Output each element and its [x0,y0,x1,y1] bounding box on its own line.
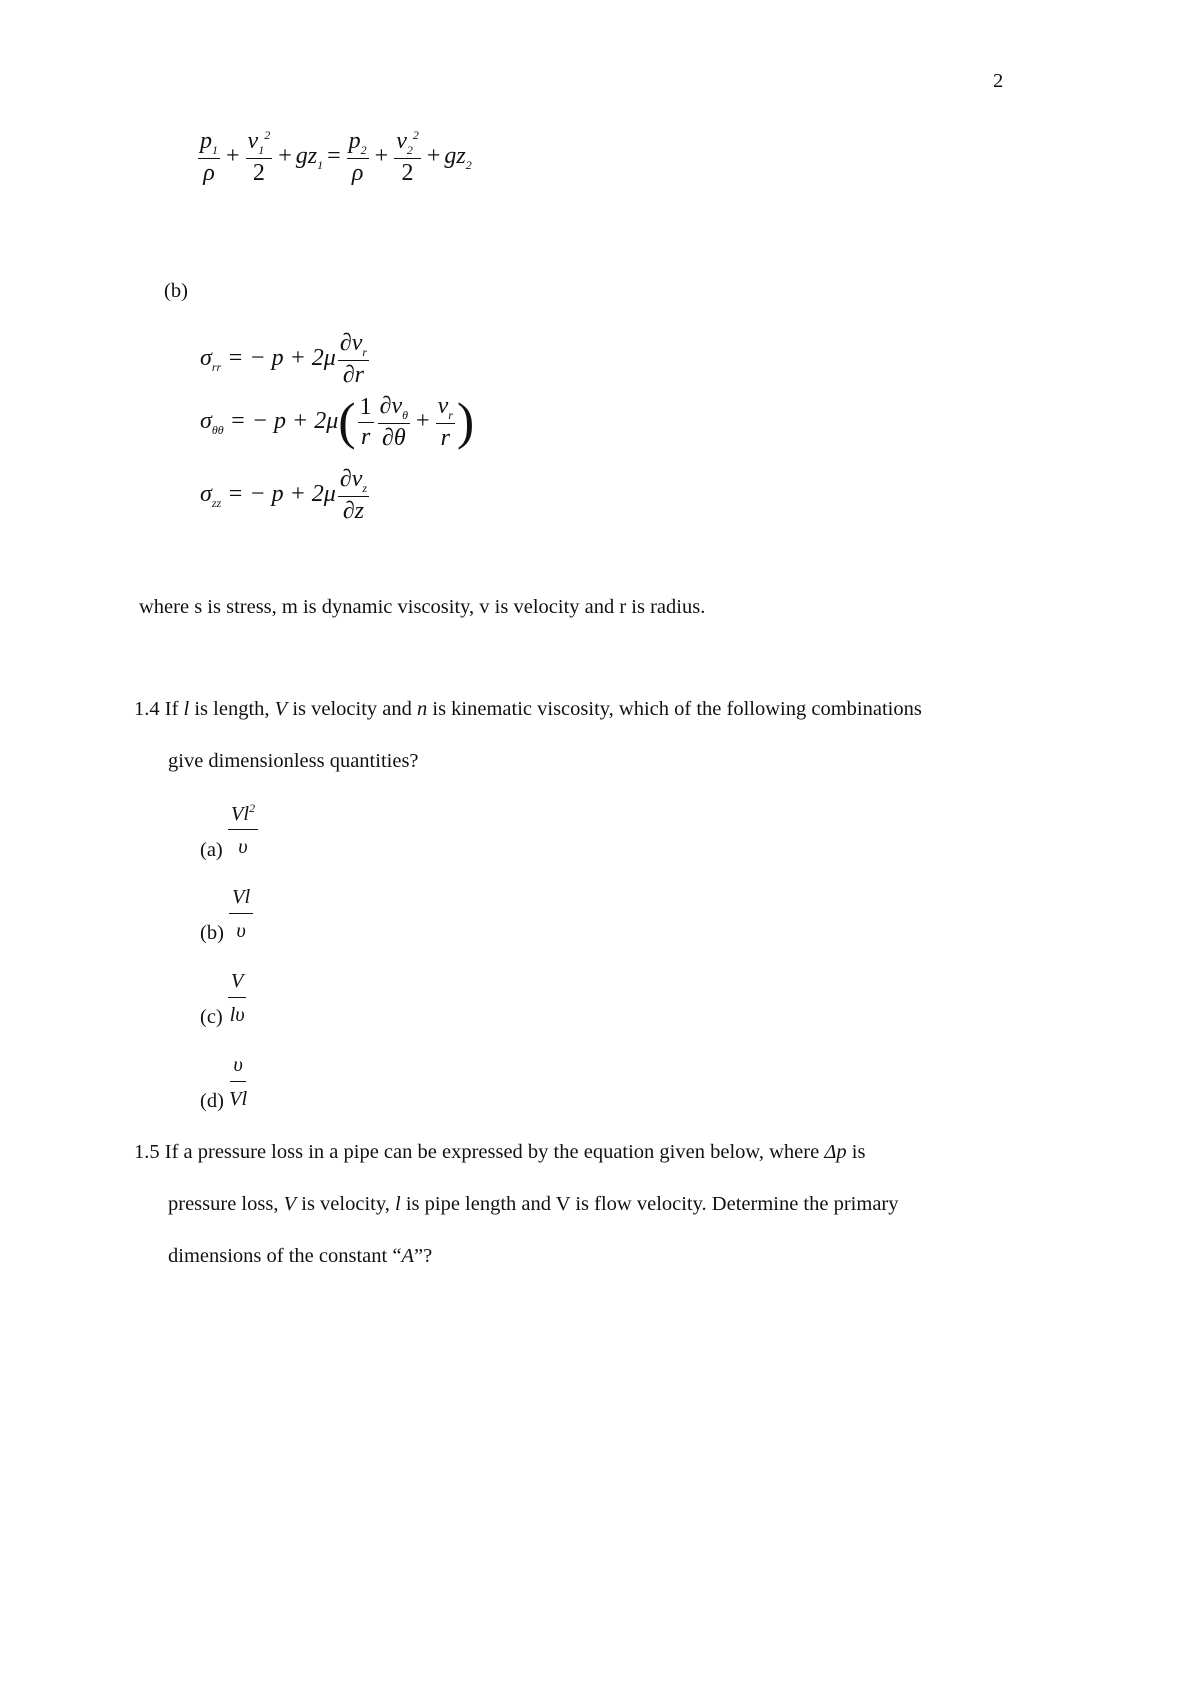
option-c: (c) $\frac{V}{l\upsilon}$ [200,970,245,1028]
question-1-5-line2: pressure loss, V is velocity, l is pipe length and V is flow velocity. Determine the primary [168,1193,899,1215]
question-1-4-line1: 1.4 If l is length, V is velocity and n is kinematic viscosity, which of the following combinations [134,698,922,720]
question-1-5-line3: dimensions of the constant “A”? [168,1245,433,1267]
option-b: (b) $\frac{Vl}{\upsilon}$ [200,886,253,945]
stress-theta-equation: $\sigma_{\theta\theta}$ = − p + 2μ( $\frac{1}{r}$ $\frac{\partial v_\theta}{\partial\theta}$ + $\frac{v_r}{r}$ ) [200,393,475,451]
stress-rr-equation: $\sigma_{rr}$ = − p + 2μ $\frac{\partial v_r}{\partial r}$ [200,330,368,388]
where-text: where s is stress, m is dynamic viscosity, v is velocity and r is radius. [139,596,706,618]
part-b-label: (b) [164,280,188,302]
question-1-5-line1: 1.5 If a pressure loss in a pipe can be expressed by the equation given below, where Δp is [134,1141,866,1163]
page-number: 2 [993,70,1004,92]
stress-zz-equation: $\sigma_{zz}$ = − p + 2μ $\frac{\partial v_z}{\partial z}$ [200,466,368,524]
option-a: (a) $\frac{Vl^2}{\upsilon}$ [200,802,258,862]
option-d: (d) $\frac{\upsilon}{Vl}$ [200,1054,248,1112]
bernoulli-equation: $\frac{p_1}{\rho}$ + $\frac{v_1^2}{2}$ + $gz_1$ = $\frac{p_2}{\rho}$ + $\frac{v_2^2}{2}$ + $gz_2$ [200,128,472,186]
question-1-4-line2: give dimensionless quantities? [168,750,419,772]
